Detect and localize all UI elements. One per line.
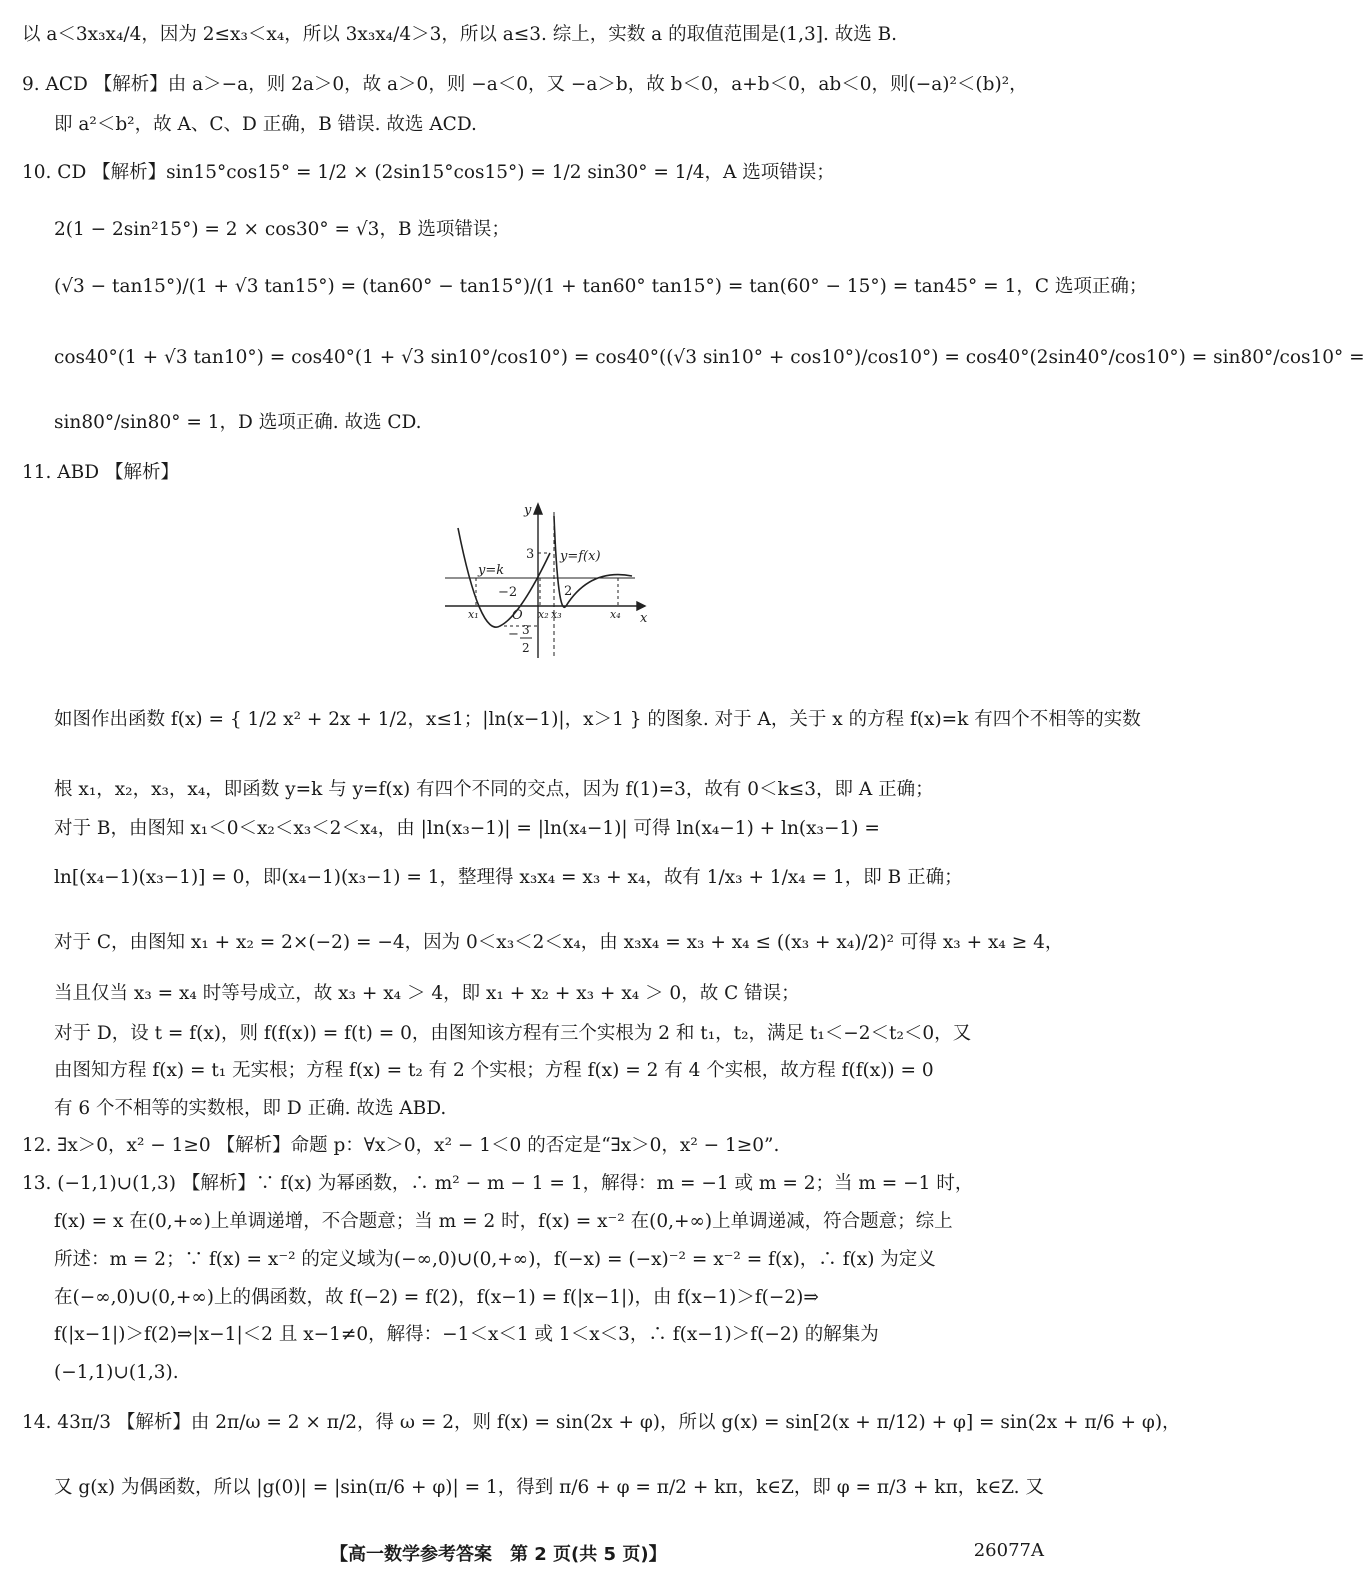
tick-neg-den: 2 <box>522 641 530 655</box>
tick-3: 3 <box>526 547 535 562</box>
footer-code: 26077A <box>973 1540 1044 1561</box>
q13-line-4: 在(−∞,0)∪(0,+∞)上的偶函数，故 f(−2) = f(2)，f(x−1) = f(|x−1|)，由 f(x−1)＞f(−2)⇒ <box>54 1287 819 1308</box>
q13-line-5: f(|x−1|)＞f(2)⇒|x−1|＜2 且 x−1≠0，解得：−1＜x＜1 或 1＜x＜3，∴ f(x−1)＞f(−2) 的解集为 <box>54 1324 879 1345</box>
q11-line-1: 如图作出函数 f(x) = { 1/2 x² + 2x + 1/2，x≤1；|ln(x−1)|，x＞1 } 的图象. 对于 A，关于 x 的方程 f(x)=k 有四个不相等的实数 <box>54 709 1141 730</box>
q11-line-6: 当且仅当 x₃ = x₄ 时等号成立，故 x₃ + x₄ ＞ 4，即 x₁ + x₂ + x₃ + x₄ ＞ 0，故 C 错误； <box>54 983 800 1004</box>
tick-neg2: −2 <box>498 585 518 600</box>
q11-line-3: 对于 B，由图知 x₁＜0＜x₂＜x₃＜2＜x₄，由 |ln(x₃−1)| = |ln(x₄−1)| 可得 ln(x₄−1) + ln(x₃−1) = <box>54 818 880 839</box>
q13-line-1: 13. (−1,1)∪(1,3) 【解析】∵ f(x) 为幂函数，∴ m² − m − 1 = 1，解得：m = −1 或 m = 2；当 m = −1 时， <box>22 1173 974 1194</box>
q11-line-7: 对于 D，设 t = f(x)，则 f(f(x)) = f(t) = 0，由图知该方程有三个实根为 2 和 t₁，t₂，满足 t₁＜−2＜t₂＜0，又 <box>54 1023 972 1044</box>
q9-line-1: 9. ACD 【解析】由 a＞−a，则 2a＞0，故 a＞0，则 −a＜0，又 −a＞b，故 b＜0，a+b＜0，ab＜0，则(−a)²＜(b)²， <box>22 74 1028 95</box>
x-axis-arrow <box>637 602 645 610</box>
q13-line-3: 所述：m = 2；∵ f(x) = x⁻² 的定义域为(−∞,0)∪(0,+∞)，f(−x) = (−x)⁻² = x⁻² = f(x)，∴ f(x) 为定义 <box>54 1249 936 1270</box>
y-axis-arrow <box>534 504 542 514</box>
q9-line-2: 即 a²＜b²，故 A、C、D 正确，B 错误. 故选 ACD. <box>54 114 477 135</box>
line-k-label: y=k <box>478 563 505 578</box>
q10-line-4: cos40°(1 + √3 tan10°) = cos40°(1 + √3 sin10°/cos10°) = cos40°((√3 sin10° + cos10°)/cos10°) = cos40°(2sin40°/cos10°) = sin80°/cos10° = <box>54 347 1365 368</box>
q11-line-5: 对于 C，由图知 x₁ + x₂ = 2×(−2) = −4，因为 0＜x₃＜2＜x₄，由 x₃x₄ = x₃ + x₄ ≤ ((x₃ + x₄)/2)² 可得 x₃ + x₄ ≥ 4， <box>54 932 1064 953</box>
x3-label: x₃ <box>551 608 562 621</box>
q14-line-2: 又 g(x) 为偶函数，所以 |g(0)| = |sin(π/6 + φ)| = 1，得到 π/6 + φ = π/2 + kπ，k∈Z，即 φ = π/3 + kπ，k∈Z. 又 <box>54 1477 1044 1498</box>
y-axis-label: y <box>524 503 532 518</box>
x4-label: x₄ <box>610 608 621 621</box>
q11-line-4: ln[(x₄−1)(x₃−1)] = 0，即(x₄−1)(x₃−1) = 1，整理得 x₃x₄ = x₃ + x₄，故有 1/x₃ + 1/x₄ = 1，即 B 正确； <box>54 867 963 888</box>
origin-label: O <box>512 608 523 623</box>
q10-line-3: (√3 − tan15°)/(1 + √3 tan15°) = (tan60° − tan15°)/(1 + tan60° tan15°) = tan(60° − 15°) = tan45° = 1，C 选项正确； <box>54 276 1148 297</box>
q13-line-2: f(x) = x 在(0,+∞)上单调递增，不合题意；当 m = 2 时，f(x) = x⁻² 在(0,+∞)上单调递减，符合题意；综上 <box>54 1211 953 1232</box>
tick-neg-num: 3 <box>522 623 530 637</box>
q11-line-2: 根 x₁，x₂，x₃，x₄，即函数 y=k 与 y=f(x) 有四个不同的交点，因为 f(1)=3，故有 0＜k≤3，即 A 正确； <box>54 779 934 800</box>
x1-label: x₁ <box>468 608 479 621</box>
footer-page-info: 【高一数学参考答案 第 2 页(共 5 页)】 <box>330 1544 667 1565</box>
curve-label: y=f(x) <box>560 549 601 564</box>
function-graph <box>440 498 650 664</box>
q11-line-8: 由图知方程 f(x) = t₁ 无实根；方程 f(x) = t₂ 有 2 个实根；方程 f(x) = 2 有 4 个实根，故方程 f(f(x)) = 0 <box>54 1060 934 1081</box>
tick-neg-sign: − <box>508 627 519 642</box>
q10-line-1: 10. CD 【解析】sin15°cos15° = 1/2 × (2sin15°cos15°) = 1/2 sin30° = 1/4，A 选项错误； <box>22 162 835 183</box>
q10-line-2: 2(1 − 2sin²15°) = 2 × cos30° = √3，B 选项错误； <box>54 219 510 240</box>
tick-2: 2 <box>564 584 573 599</box>
q10-line-5: sin80°/sin80° = 1，D 选项正确. 故选 CD. <box>54 412 422 433</box>
x-axis-label: x <box>640 611 648 626</box>
q13-line-6: (−1,1)∪(1,3). <box>54 1362 179 1383</box>
text-line-1: 以 a＜3x₃x₄/4，因为 2≤x₃＜x₄，所以 3x₃x₄/4＞3，所以 a≤3. 综上，实数 a 的取值范围是(1,3]. 故选 B. <box>22 24 898 45</box>
q12-line-1: 12. ∃x＞0，x² − 1≥0 【解析】命题 p：∀x＞0，x² − 1＜0 的否定是“∃x＞0，x² − 1≥0”. <box>22 1135 780 1156</box>
q11-heading: 11. ABD 【解析】 <box>22 462 179 483</box>
q11-line-9: 有 6 个不相等的实数根，即 D 正确. 故选 ABD. <box>54 1098 447 1119</box>
x2-label: x₂ <box>538 608 549 621</box>
q14-line-1: 14. 43π/3 【解析】由 2π/ω = 2 × π/2，得 ω = 2，则 f(x) = sin(2x + φ)，所以 g(x) = sin[2(x + π/12) + φ] = sin(2x + π/6 + φ)， <box>22 1412 1181 1433</box>
